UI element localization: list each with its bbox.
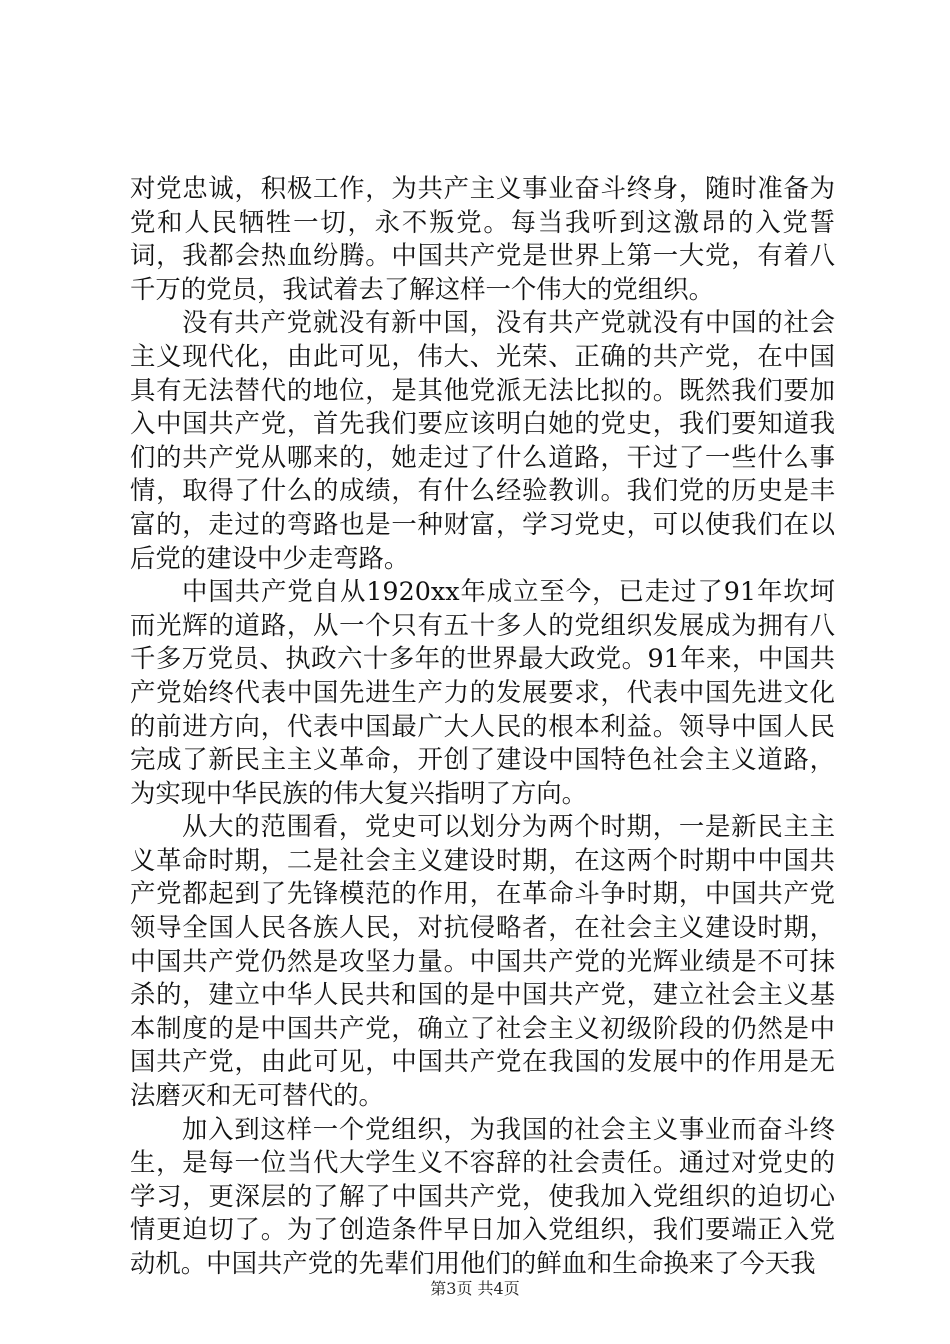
paragraph-3: 中国共产党自从1920xx年成立至今，已走过了91年坎坷而光辉的道路，从一个只有五十多人的党组织发展成为拥有八千多万党员、执政六十多年的世界最大政党。91年来，中国共产党始终代表中国先进生产力的发展要求，代表中国先进文化的前进方向，代表中国最广大人民的根本利益。领导中国人民完成了新民主主义革命，开创了建设中国特色社会主义道路，为实现中华民族的伟大复兴指明了方向。 xyxy=(130,576,835,808)
page-footer: 第3页 共4页 xyxy=(430,1279,520,1298)
document-body xyxy=(130,172,835,1281)
paragraph-1: 对党忠诚，积极工作，为共产主义事业奋斗终身，随时准备为党和人民牺牲一切，永不叛党。每当我听到这激昂的入党誓词，我都会热血纷腾。中国共产党是世界上第一大党，有着八千万的党员，我试着去了解这样一个伟大的党组织。 xyxy=(130,173,835,304)
paragraph-4: 从大的范围看，党史可以划分为两个时期，一是新民主主义革命时期，二是社会主义建设时期，在这两个时期中中国共产党都起到了先锋模范的作用，在革命斗争时期，中国共产党领导全国人民各族人民，对抗侵略者，在社会主义建设时期，中国共产党仍然是攻坚力量。中国共产党的光辉业绩是不可抹杀的，建立中华人民共和国的是中国共产党，建立社会主义基本制度的是中国共产党，确立了社会主义初级阶段的仍然是中国共产党，由此可见，中国共产党在我国的发展中的作用是无法磨灭和无可替代的。 xyxy=(130,811,835,1111)
paragraph-5: 加入到这样一个党组织，为我国的社会主义事业而奋斗终生，是每一位当代大学生义不容辞的社会责任。通过对党史的学习，更深层的了解了中国共产党，使我加入党组织的迫切心情更迫切了。为了创造条件早日加入党组织，我们要端正入党动机。中国共产党的先辈们用他们的鲜血和生命换来了今天我 xyxy=(130,1113,835,1278)
paragraph-2: 没有共产党就没有新中国，没有共产党就没有中国的社会主义现代化，由此可见，伟大、光荣、正确的共产党，在中国具有无法替代的地位，是其他党派无法比拟的。既然我们要加入中国共产党，首先我们要应该明白她的党史，我们要知道我们的共产党从哪来的，她走过了什么道路，干过了一些什么事情，取得了什么的成绩，有什么经验教训。我们党的历史是丰富的，走过的弯路也是一种财富，学习党史，可以使我们在以后党的建设中少走弯路。 xyxy=(130,307,835,573)
